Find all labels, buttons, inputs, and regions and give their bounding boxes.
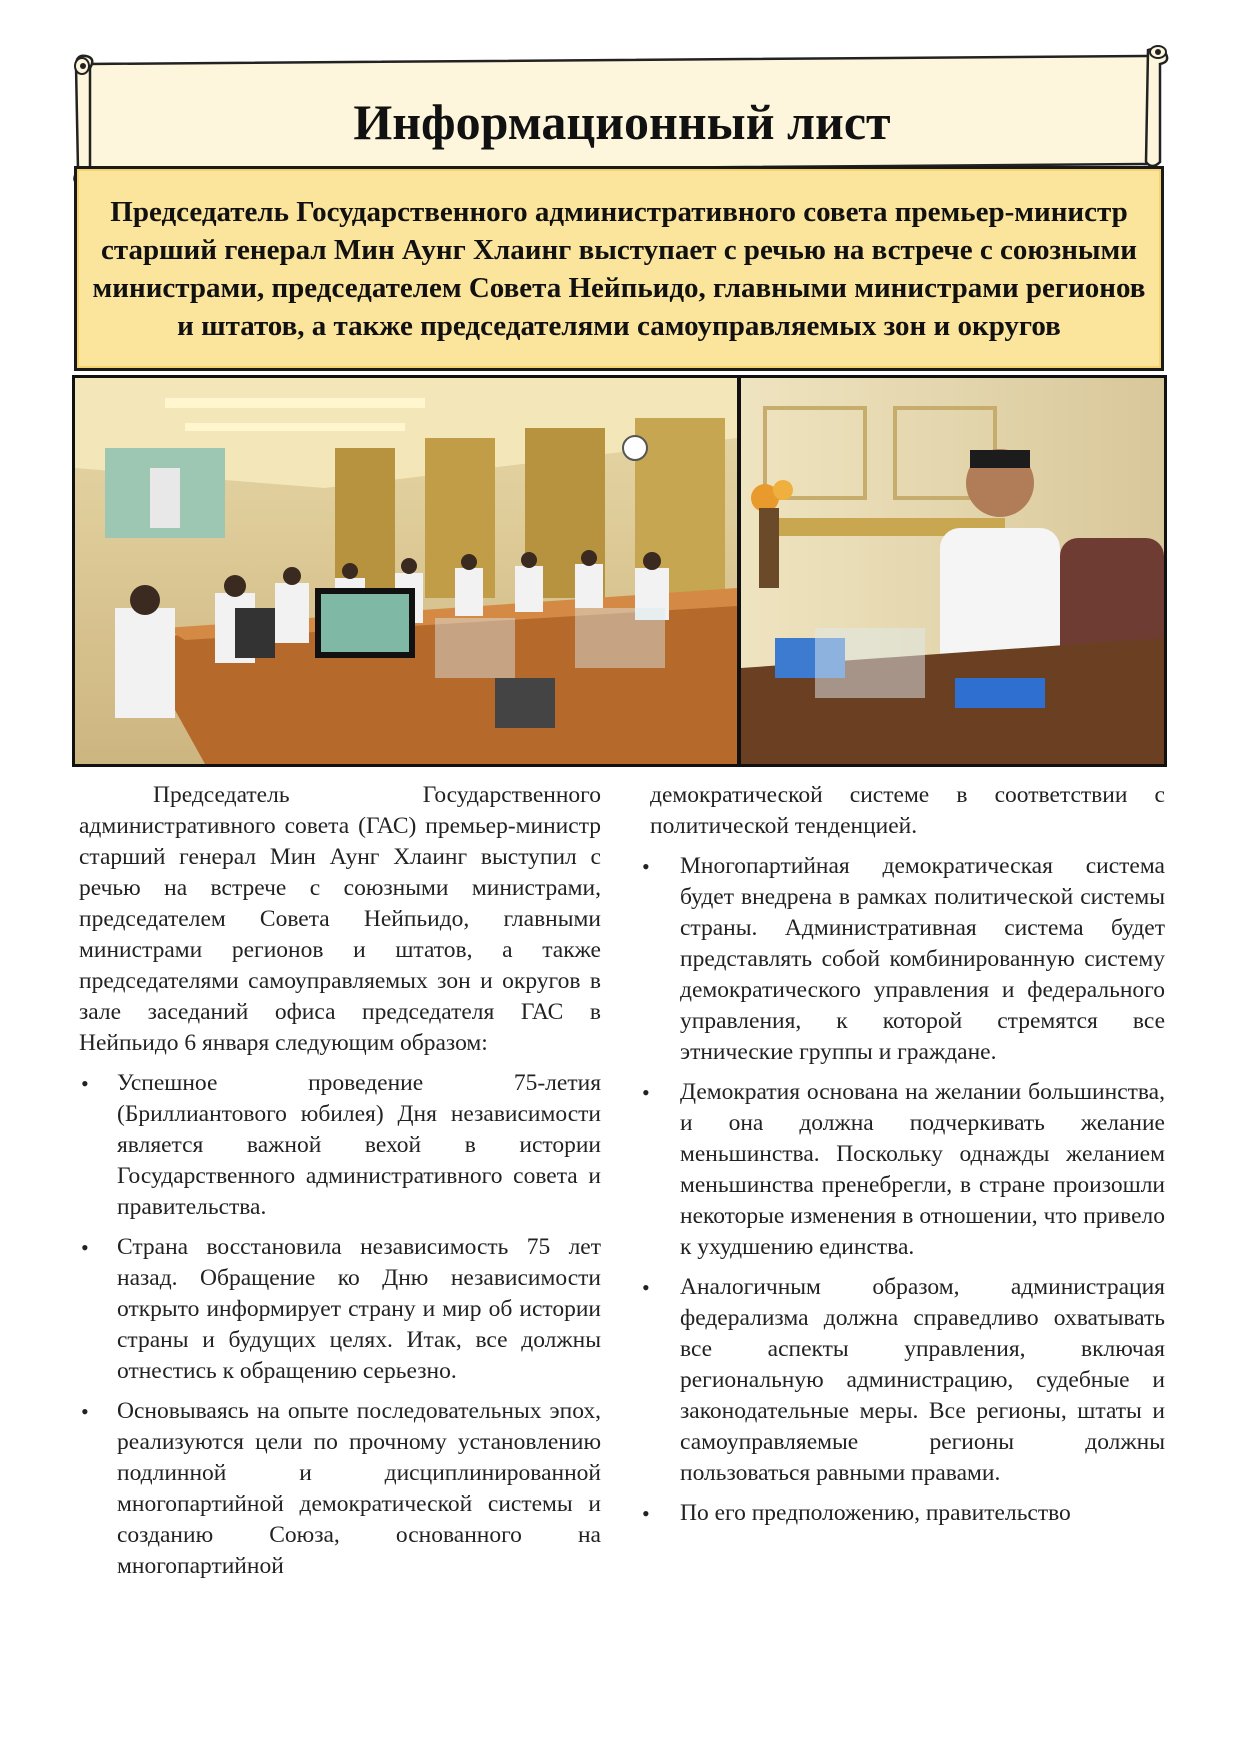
conference-hall-photo [75, 378, 737, 764]
intro-paragraph: Председатель Государственного административного совета (ГАС) премьер-министр старший генерал Мин Аунг Хлаинг выступил с речью на встрече с союзными министрами, председателем Совета Нейпьидо, главными министрами регионов и штатов, а также председателями самоуправляемых зон и округов в зале заседаний офиса председателя ГАС в Нейпьидо 6 января следующим образом: [79, 782, 601, 1056]
title-banner [72, 44, 1172, 184]
meeting-photos [75, 378, 1164, 764]
list-item: • Многопартийная демократическая система будет внедрена в рамках политической системы страны. Административная система будет представлять собой комбинированную систему демократического управления и федерального управления, к которой стремятся все этнические группы и граждане. [650, 851, 1165, 1068]
left-bullet-list [79, 1068, 601, 1582]
right-column [650, 780, 1165, 1538]
sheet-title: Информационный лист [353, 94, 891, 150]
list-item: • Успешное проведение 75-летия (Бриллиантового юбилея) Дня независимости является важной вехой в истории Государственного административного совета и правительства. [79, 1068, 601, 1223]
continued-text: демократической системе в соответствии с политической тенденцией. [650, 782, 1165, 839]
list-item: • Основываясь на опыте последовательных эпох, реализуются цели по прочному установлению подлинной и дисциплинированной многопартийной демократической системы и созданию Союза, основанного на многопартийной [79, 1396, 601, 1582]
headline: Председатель Государственного административного совета премьер-министр старший генерал Мин Аунг Хлаинг выступает с речью на встрече с союзными министрами, председателем Совета Нейпьидо, главными министрами регионов и штатов, а также председателями самоуправляемых зон и округов [92, 195, 1146, 342]
photo-strip [72, 375, 1167, 767]
list-item: • Страна восстановила независимость 75 лет назад. Обращение ко Дню независимости открыто информирует страну и мир об истории страны и будущих целях. Итак, все должны отнестись к обращению серьезно. [79, 1232, 601, 1387]
right-bullet-list [650, 851, 1165, 1529]
list-item: • По его предположению, правительство [650, 1498, 1165, 1529]
left-column [79, 780, 601, 1591]
headline-box [74, 166, 1164, 371]
speaker-photo [741, 378, 1164, 764]
list-item: • Аналогичным образом, администрация федерализма должна справедливо охватывать все аспекты управления, включая региональную администрацию, судебные и законодательные меры. Все регионы, штаты и самоуправляемые регионы должны пользоваться равными правами. [650, 1272, 1165, 1489]
list-item: • Демократия основана на желании большинства, и она должна подчеркивать желание меньшинства. Поскольку однажды желанием меньшинства пренебрегли, в стране произошли некоторые изменения в отношении, что привело к ухудшению единства. [650, 1077, 1165, 1263]
